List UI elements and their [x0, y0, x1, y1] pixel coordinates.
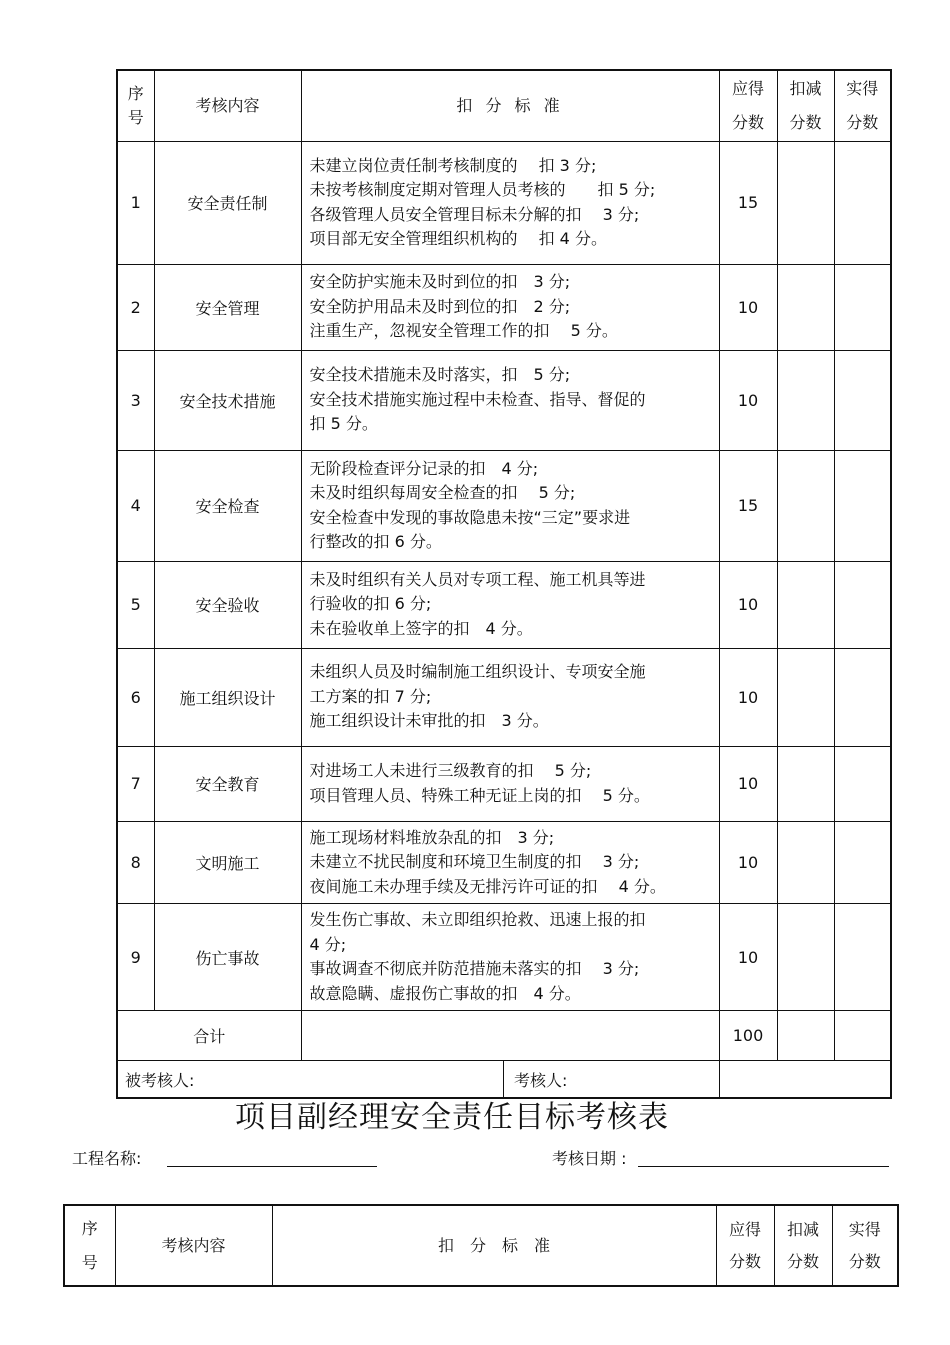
- criteria-line: 未及时组织有关人员对专项工程、施工机具等进: [309, 569, 646, 589]
- header-content: 考核内容: [154, 70, 301, 141]
- due-score: 15: [719, 141, 777, 264]
- assessment-date-label: 考核日期 :: [552, 1149, 627, 1168]
- header-due-score: 应得 分数: [719, 70, 777, 141]
- header-criteria: 扣 分 标 准: [301, 70, 719, 141]
- assessment-item: 文明施工: [154, 821, 301, 904]
- deduction-criteria: [301, 904, 719, 1011]
- actual-score-cell[interactable]: [834, 450, 891, 561]
- table-row: [117, 561, 891, 648]
- criteria-line: 未按考核制度定期对管理人员考核的 扣 5 分;: [309, 180, 656, 199]
- deducted-score-cell[interactable]: [777, 141, 834, 264]
- actual-score-cell[interactable]: [834, 141, 891, 264]
- header-deduct-score: 扣减 分数: [774, 1205, 832, 1286]
- header-criteria: 扣 分 标 准: [272, 1205, 716, 1286]
- row-number: 5: [117, 561, 154, 648]
- total-due-score: 100: [719, 1011, 777, 1061]
- table-row: [117, 648, 891, 746]
- due-score: 10: [719, 746, 777, 821]
- table-row: [117, 141, 891, 264]
- deduction-criteria: [301, 648, 719, 746]
- due-score: 10: [719, 561, 777, 648]
- criteria-line: 故意隐瞒、虚报伤亡事故的扣 4 分。: [309, 983, 581, 1003]
- header-actual-score: 实得 分数: [832, 1205, 898, 1286]
- header-deduct-score: 扣减 分数: [777, 70, 834, 141]
- criteria-line: 注重生产，忽视安全管理工作的扣 5 分。: [309, 321, 618, 341]
- due-score: 15: [719, 450, 777, 561]
- assessment-item: 安全管理: [154, 264, 301, 350]
- actual-score-cell[interactable]: [834, 264, 891, 350]
- criteria-line: 扣 5 分。: [309, 414, 378, 434]
- form-title: 项目副经理安全责任目标考核表: [235, 1100, 669, 1135]
- row-number: 8: [117, 821, 154, 904]
- row-number: 2: [117, 264, 154, 350]
- criteria-line: 行整改的扣 6 分。: [309, 532, 442, 551]
- deduction-criteria: [301, 821, 719, 904]
- deduction-criteria: [301, 141, 719, 264]
- actual-score-cell[interactable]: [834, 821, 891, 904]
- deducted-score-cell[interactable]: [777, 350, 834, 450]
- actual-score-cell[interactable]: [834, 746, 891, 821]
- row-number: 3: [117, 350, 154, 450]
- criteria-line: 未建立岗位责任制考核制度的 扣 3 分;: [309, 155, 597, 175]
- criteria-line: 各级管理人员安全管理目标未分解的扣 3 分;: [309, 204, 640, 224]
- criteria-line: 施工组织设计未审批的扣 3 分。: [309, 711, 549, 731]
- total-criteria-cell: [301, 1011, 719, 1061]
- header-content: 考核内容: [115, 1205, 272, 1286]
- due-score: 10: [719, 904, 777, 1011]
- deducted-score-cell[interactable]: [777, 648, 834, 746]
- deputy-manager-table: [63, 1204, 899, 1287]
- assessment-table: [116, 69, 892, 1099]
- deducted-score-cell[interactable]: [777, 746, 834, 821]
- table-row: [117, 350, 891, 450]
- table-header-row: [117, 70, 891, 141]
- criteria-line: 未及时组织每周安全检查的扣 5 分;: [309, 483, 576, 502]
- due-score: 10: [719, 821, 777, 904]
- criteria-line: 安全技术措施未及时落实，扣 5 分;: [309, 365, 571, 385]
- table-row: [117, 746, 891, 821]
- row-number: 4: [117, 450, 154, 561]
- table-row: [117, 821, 891, 904]
- header-seq: 序 号: [117, 70, 154, 141]
- deduction-criteria: [301, 450, 719, 561]
- total-row: [117, 1011, 891, 1061]
- criteria-line: 未在验收单上签字的扣 4 分。: [309, 618, 533, 638]
- assessment-item: 伤亡事故: [154, 904, 301, 1011]
- examinee-label: 被考核人:: [125, 1070, 195, 1090]
- deducted-score-cell[interactable]: [777, 450, 834, 561]
- assessment-item: 安全教育: [154, 746, 301, 821]
- criteria-line: 项目管理人员、特殊工种无证上岗的扣 5 分。: [309, 785, 650, 805]
- deducted-score-cell[interactable]: [777, 821, 834, 904]
- table-row: [117, 450, 891, 561]
- criteria-line: 事故调查不彻底并防范措施未落实的扣 3 分;: [309, 959, 640, 978]
- due-score: 10: [719, 648, 777, 746]
- deducted-score-cell[interactable]: [777, 904, 834, 1011]
- table-header-row: [64, 1205, 898, 1286]
- criteria-line: 安全防护用品未及时到位的扣 2 分;: [309, 296, 571, 316]
- header-actual-score: 实得 分数: [834, 70, 891, 141]
- criteria-line: 无阶段检查评分记录的扣 4 分;: [309, 458, 539, 478]
- actual-score-cell[interactable]: [834, 904, 891, 1011]
- table-row: [117, 904, 891, 1011]
- header-due-score: 应得 分数: [716, 1205, 774, 1286]
- row-number: 6: [117, 648, 154, 746]
- criteria-line: 项目部无安全管理组织机构的 扣 4 分。: [309, 229, 607, 248]
- deduction-criteria: [301, 561, 719, 648]
- row-number: 9: [117, 904, 154, 1011]
- deducted-score-cell[interactable]: [777, 561, 834, 648]
- row-number: 1: [117, 141, 154, 264]
- criteria-line: 行验收的扣 6 分;: [309, 594, 432, 614]
- header-seq: 序 号: [64, 1205, 115, 1286]
- total-label: 合计: [117, 1011, 301, 1061]
- assessment-item: 安全检查: [154, 450, 301, 561]
- deduction-criteria: [301, 264, 719, 350]
- total-actual-cell[interactable]: [834, 1011, 891, 1061]
- criteria-line: 4 分;: [309, 934, 347, 954]
- examiner-label: 考核人:: [514, 1070, 568, 1090]
- criteria-line: 夜间施工未办理手续及无排污许可证的扣 4 分。: [309, 876, 666, 896]
- due-score: 10: [719, 264, 777, 350]
- criteria-line: 未建立不扰民制度和环境卫生制度的扣 3 分;: [309, 852, 640, 871]
- assessment-item: 安全技术措施: [154, 350, 301, 450]
- row-number: 7: [117, 746, 154, 821]
- criteria-line: 发生伤亡事故、未立即组织抢救、迅速上报的扣: [309, 910, 646, 929]
- criteria-line: 未组织人员及时编制施工组织设计、专项安全施: [309, 662, 646, 682]
- deduction-criteria: [301, 746, 719, 821]
- assessment-item: 安全验收: [154, 561, 301, 648]
- criteria-line: 工方案的扣 7 分;: [309, 686, 432, 706]
- actual-score-cell[interactable]: [834, 648, 891, 746]
- assessment-item: 安全责任制: [154, 141, 301, 264]
- project-name-field[interactable]: [167, 1166, 377, 1167]
- project-name-label: 工程名称:: [72, 1149, 142, 1168]
- actual-score-cell[interactable]: [834, 561, 891, 648]
- criteria-line: 安全技术措施实施过程中未检查、指导、督促的: [309, 389, 646, 409]
- assessment-date-field[interactable]: [638, 1166, 889, 1167]
- criteria-line: 施工现场材料堆放杂乱的扣 3 分;: [309, 827, 555, 847]
- criteria-line: 安全检查中发现的事故隐患未按“三定”要求进: [309, 507, 631, 527]
- table-row: [117, 264, 891, 350]
- total-deducted-cell[interactable]: [777, 1011, 834, 1061]
- criteria-line: 对进场工人未进行三级教育的扣 5 分;: [309, 761, 592, 780]
- due-score: 10: [719, 350, 777, 450]
- deducted-score-cell[interactable]: [777, 264, 834, 350]
- criteria-line: 安全防护实施未及时到位的扣 3 分;: [309, 272, 571, 292]
- deduction-criteria: [301, 350, 719, 450]
- actual-score-cell[interactable]: [834, 350, 891, 450]
- assessment-item: 施工组织设计: [154, 648, 301, 746]
